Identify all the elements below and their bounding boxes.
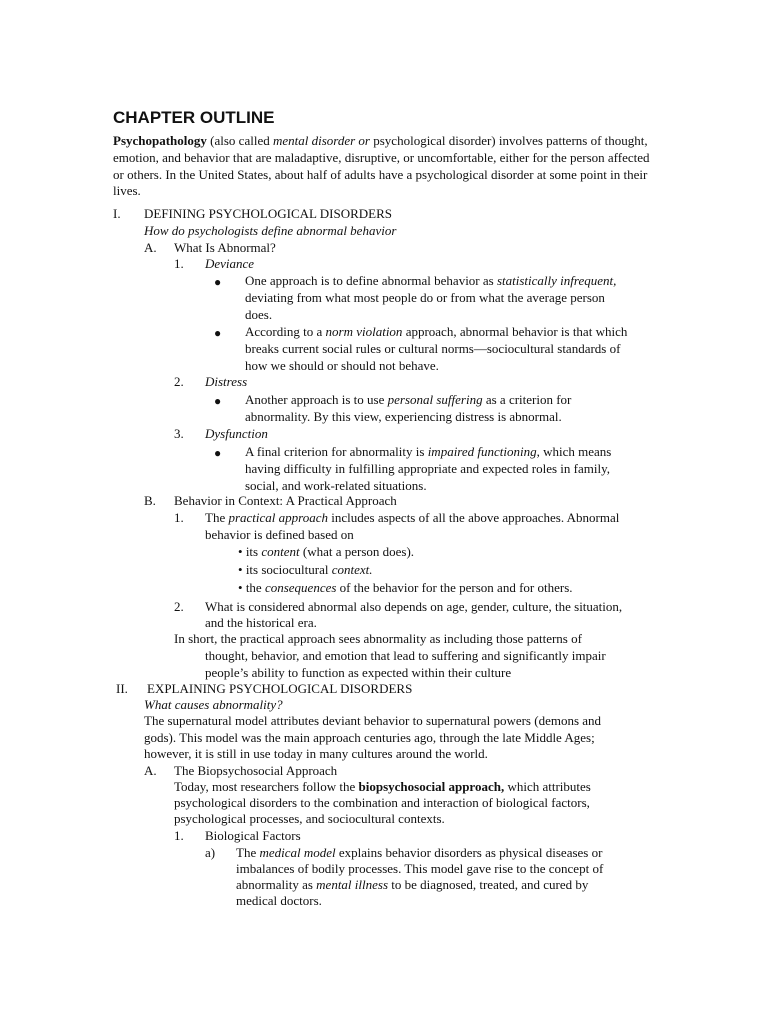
summary-line-2: thought, behavior, and emotion that lead to suffering and significantly impair bbox=[205, 648, 606, 663]
biopsych-bold: biopsychosocial approach, bbox=[358, 779, 505, 794]
sub-1-italic: content bbox=[261, 544, 300, 559]
section-2-heading: EXPLAINING PSYCHOLOGICAL DISORDERS bbox=[147, 681, 413, 696]
dysfunction-b1-italic: impaired functioning bbox=[427, 444, 537, 459]
bio-factors-marker: 1. bbox=[174, 828, 184, 843]
section-2-a-heading: The Biopsychosocial Approach bbox=[174, 763, 338, 778]
medical-line-3 bbox=[236, 877, 588, 894]
dysfunction-b1-line-2: having difficulty in fulfilling appropriate and expected roles in family, bbox=[245, 461, 610, 476]
bullet-icon: • bbox=[238, 580, 246, 595]
deviance-b1-italic: statistically infrequent, bbox=[496, 273, 617, 288]
summary-line-3: people’s ability to function as expected within their culture bbox=[205, 665, 512, 680]
sub-1-text-a: its bbox=[245, 544, 262, 559]
dysfunction-b1-line-1 bbox=[245, 444, 611, 461]
practical-sub-2 bbox=[238, 562, 373, 579]
bullet-icon: ● bbox=[214, 275, 222, 289]
section-2-question: What causes abnormality? bbox=[144, 697, 283, 712]
intro-text-1: (also called bbox=[206, 133, 273, 148]
deviance-label: Deviance bbox=[205, 256, 255, 271]
bio-factors-heading: Biological Factors bbox=[205, 828, 301, 843]
intro-term: Psychopathology bbox=[113, 133, 207, 148]
distress-b1-line-2: abnormality. By this view, experiencing distress is abnormal. bbox=[245, 409, 562, 424]
context-line-2: and the historical era. bbox=[205, 615, 317, 630]
biopsych-line-1 bbox=[174, 779, 591, 796]
sub-3-text-a: the bbox=[245, 580, 265, 595]
practical-italic: practical approach bbox=[228, 510, 328, 525]
bullet-icon: • bbox=[238, 562, 246, 577]
deviance-b2-line-1 bbox=[245, 324, 627, 341]
medical-l3-italic: mental illness bbox=[316, 877, 389, 892]
section-2-marker: II. bbox=[116, 681, 128, 696]
practical-text-a: The bbox=[205, 510, 229, 525]
intro-paragraph bbox=[113, 133, 658, 200]
dysfunction-label: Dysfunction bbox=[205, 426, 268, 441]
supernatural-line-2: gods). This model was the main approach centuries ago, through the late Middle Ages; bbox=[144, 730, 595, 745]
section-1-b-heading: Behavior in Context: A Practical Approach bbox=[174, 493, 397, 508]
deviance-b2-line-3: how we should or should not behave. bbox=[245, 358, 439, 373]
sub-1-text-b: (what a person does). bbox=[299, 544, 415, 559]
medical-l3-text-a: abnormality as bbox=[236, 877, 317, 892]
deviance-b1-line-1 bbox=[245, 273, 616, 290]
intro-italic: mental disorder or bbox=[272, 133, 370, 148]
section-1-question: How do psychologists define abnormal behavior bbox=[144, 223, 397, 238]
section-1-a-marker: A. bbox=[144, 240, 157, 255]
practical-text-b: includes aspects of all the above approaches. Abnormal bbox=[328, 510, 620, 525]
medical-text-b: explains behavior disorders as physical diseases or bbox=[335, 845, 603, 860]
section-1-a-heading: What Is Abnormal? bbox=[174, 240, 276, 255]
supernatural-line-3: however, it is still in use today in many cultures around the world. bbox=[144, 746, 488, 761]
biopsych-text-a: Today, most researchers follow the bbox=[174, 779, 359, 794]
bullet-icon: ● bbox=[214, 394, 222, 408]
intro-text-2: psychological disorder) involves patterns of thought, emotion, and behavior that are maladaptive, disruptive, or uncomfortable, either for the person affected or others. In the United States, about half of adults have a psychological disorder at some point in their lives. bbox=[113, 133, 650, 199]
deviance-b2-italic: norm violation bbox=[325, 324, 403, 339]
chapter-title: CHAPTER OUTLINE bbox=[113, 108, 275, 127]
sub-2-italic: context. bbox=[331, 562, 373, 577]
context-marker: 2. bbox=[174, 599, 184, 614]
section-2-a-marker: A. bbox=[144, 763, 157, 778]
practical-marker: 1. bbox=[174, 510, 184, 525]
dysfunction-b1-text-a: A final criterion for abnormality is bbox=[245, 444, 428, 459]
distress-b1-italic: personal suffering bbox=[387, 392, 483, 407]
bullet-icon: • bbox=[238, 544, 246, 559]
distress-b1-line-1 bbox=[245, 392, 571, 409]
biopsych-text-c: which attributes bbox=[504, 779, 591, 794]
medical-line-4: medical doctors. bbox=[236, 893, 322, 908]
biopsych-line-2: psychological disorders to the combination and interaction of biological factors, bbox=[174, 795, 590, 810]
deviance-b1-text: One approach is to define abnormal behavior as bbox=[245, 273, 497, 288]
practical-sub-3 bbox=[238, 580, 573, 597]
medical-italic: medical model bbox=[259, 845, 336, 860]
context-line-1: What is considered abnormal also depends on age, gender, culture, the situation, bbox=[205, 599, 623, 614]
medical-text-a: The bbox=[236, 845, 260, 860]
deviance-b2-line-2: breaks current social rules or cultural norms—sociocultural standards of bbox=[245, 341, 621, 356]
biopsych-line-3: psychological processes, and sociocultural contexts. bbox=[174, 811, 445, 826]
deviance-b2-text-b: approach, abnormal behavior is that which bbox=[402, 324, 628, 339]
sub-2-text-a: its sociocultural bbox=[245, 562, 332, 577]
sub-3-text-b: of the behavior for the person and for others. bbox=[336, 580, 573, 595]
section-1-heading: DEFINING PSYCHOLOGICAL DISORDERS bbox=[144, 206, 392, 221]
medical-line-1 bbox=[236, 845, 602, 862]
practical-line-1 bbox=[205, 510, 619, 527]
section-1-b-marker: B. bbox=[144, 493, 156, 508]
practical-line-2: behavior is defined based on bbox=[205, 527, 354, 542]
bullet-icon: ● bbox=[214, 326, 222, 340]
bullet-icon: ● bbox=[214, 446, 222, 460]
dysfunction-marker: 3. bbox=[174, 426, 184, 441]
medical-l3-text-b: to be diagnosed, treated, and cured by bbox=[388, 877, 589, 892]
supernatural-line-1: The supernatural model attributes deviant behavior to supernatural powers (demons and bbox=[144, 713, 602, 728]
medical-line-2: imbalances of bodily processes. This model gave rise to the concept of bbox=[236, 861, 604, 876]
dysfunction-b1-text-b: , which means bbox=[536, 444, 612, 459]
summary-line-1: In short, the practical approach sees abnormality as including those patterns of bbox=[174, 631, 582, 646]
deviance-b1-line-2: deviating from what most people do or from what the average person bbox=[245, 290, 605, 305]
practical-sub-1 bbox=[238, 544, 414, 561]
distress-b1-text-b: as a criterion for bbox=[482, 392, 572, 407]
deviance-marker: 1. bbox=[174, 256, 184, 271]
deviance-b1-line-3: does. bbox=[245, 307, 273, 322]
sub-3-italic: consequences bbox=[264, 580, 337, 595]
dysfunction-b1-line-3: social, and work-related situations. bbox=[245, 478, 427, 493]
distress-marker: 2. bbox=[174, 374, 184, 389]
medical-marker: a) bbox=[205, 845, 216, 860]
distress-b1-text-a: Another approach is to use bbox=[245, 392, 388, 407]
deviance-b2-text-a: According to a bbox=[245, 324, 326, 339]
section-1-marker: I. bbox=[113, 206, 121, 221]
distress-label: Distress bbox=[205, 374, 248, 389]
